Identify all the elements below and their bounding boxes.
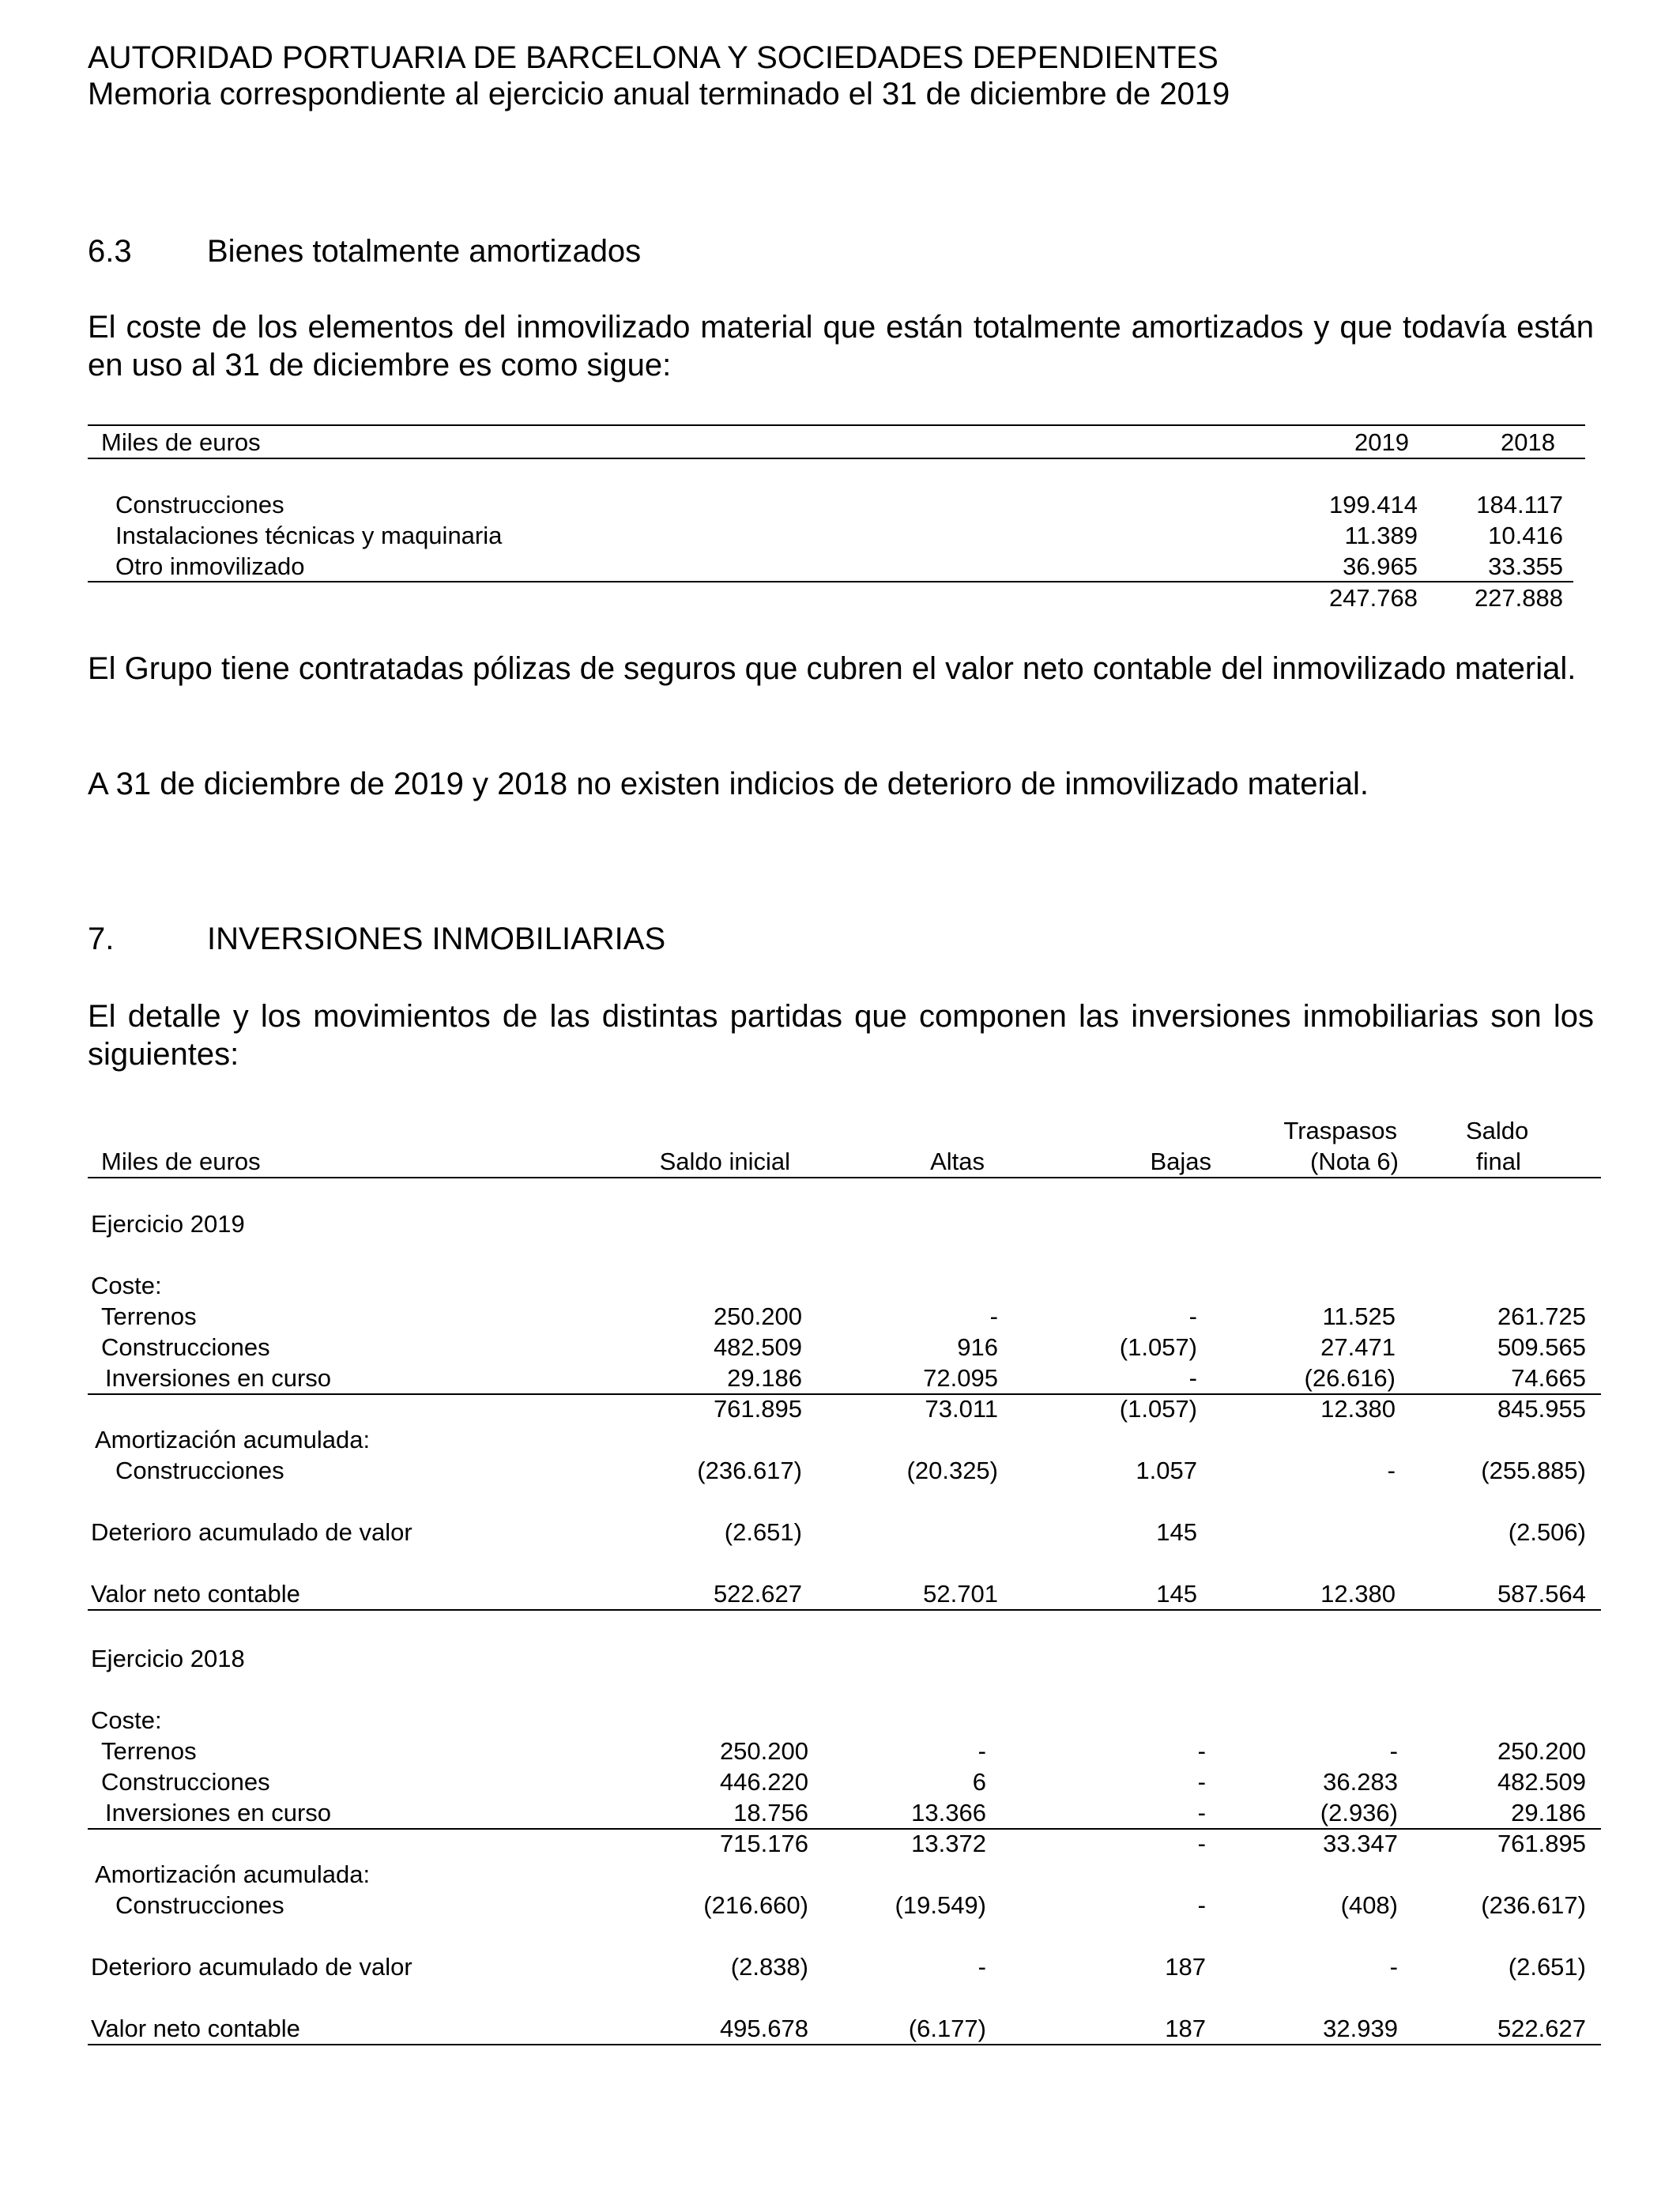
group-label: Coste:	[91, 1706, 162, 1734]
table-cell: -	[1197, 1737, 1206, 1765]
paragraph-impairment: A 31 de diciembre de 2019 y 2018 no existen indicios de deterioro de inmovilizado material.	[88, 767, 1369, 801]
section-number: 7.	[88, 922, 115, 956]
section-number: 6.3	[88, 234, 132, 269]
table-row-label: Deterioro acumulado de valor	[91, 1518, 412, 1546]
table-cell: (236.617)	[1481, 1891, 1586, 1919]
table-row-label: Construcciones	[101, 1333, 270, 1361]
table-cell: -	[1389, 1737, 1398, 1765]
table-cell: 482.509	[1497, 1768, 1586, 1796]
table-cell: 18.756	[733, 1799, 808, 1826]
table-cell: 11.525	[1322, 1302, 1396, 1330]
table-cell: (255.885)	[1481, 1457, 1586, 1484]
table-cell: (19.549)	[895, 1891, 986, 1919]
group-label: Amortización acumulada:	[95, 1860, 371, 1888]
section-title: Bienes totalmente amortizados	[207, 234, 642, 269]
table-row-label: Construcciones	[101, 1768, 270, 1796]
group-label: Amortización acumulada:	[95, 1426, 371, 1453]
table-top-rule	[88, 424, 1585, 426]
table-cell: 27.471	[1320, 1333, 1396, 1361]
table-cell: (6.177)	[908, 2015, 986, 2042]
table-cell: -	[977, 1737, 986, 1765]
document-subtitle: Memoria correspondiente al ejercicio anual terminado el 31 de diciembre de 2019	[88, 77, 1230, 111]
table-cell: 72.095	[923, 1364, 998, 1392]
table-cell: -	[1387, 1457, 1396, 1484]
table-cell: 29.186	[727, 1364, 802, 1392]
table-cell: -	[1188, 1302, 1197, 1330]
table-cell: (236.617)	[697, 1457, 802, 1484]
col-final-header: final	[1476, 1148, 1521, 1175]
table-cell: 261.725	[1497, 1302, 1586, 1330]
table-cell: 522.627	[713, 1580, 802, 1608]
section-intro: El coste de los elementos del inmovilizado material que están totalmente amortizados y que todavía están en uso al 31 de diciembre es como sigue:	[88, 310, 1594, 383]
table-row-label: Inversiones en curso	[105, 1799, 332, 1826]
col-saldo-final-header: Saldo	[1466, 1117, 1529, 1144]
table-cell: -	[989, 1302, 998, 1330]
table-cell: (2.506)	[1508, 1518, 1586, 1546]
year-label: Ejercicio 2019	[91, 1210, 245, 1238]
table-row-label: Terrenos	[101, 1302, 197, 1330]
table-subtotal: 12.380	[1320, 1395, 1396, 1423]
table-cell: (2.838)	[730, 1953, 808, 1981]
table-cell: (1.057)	[1119, 1333, 1197, 1361]
unit-label: Miles de euros	[101, 1148, 261, 1175]
table-cell: 10.416	[1488, 522, 1563, 549]
table-cell: 145	[1156, 1580, 1197, 1608]
table-cell: 587.564	[1497, 1580, 1586, 1608]
table-bottom-rule	[88, 2044, 1601, 2045]
table-row-label: Construcciones	[115, 491, 284, 518]
table-subtotal: 715.176	[719, 1830, 808, 1857]
table-subtotal: 761.895	[713, 1395, 802, 1423]
col-bajas-header: Bajas	[1150, 1148, 1211, 1175]
table-cell: -	[1197, 1799, 1206, 1826]
table-cell: 52.701	[923, 1580, 998, 1608]
col-saldo-inicial-header: Saldo inicial	[659, 1148, 790, 1175]
table-row-label: Construcciones	[115, 1891, 284, 1919]
table-cell: 250.200	[719, 1737, 808, 1765]
table-cell: (2.651)	[1508, 1953, 1586, 1981]
table-cell: 187	[1165, 2015, 1206, 2042]
table-subtotal: (1.057)	[1119, 1395, 1197, 1423]
table-cell: 250.200	[713, 1302, 802, 1330]
table-row-label: Otro inmovilizado	[115, 552, 305, 580]
table-row-label: Valor neto contable	[91, 2015, 300, 2042]
table-cell: (216.660)	[703, 1891, 808, 1919]
table-row-label: Terrenos	[101, 1737, 197, 1765]
table-subtotal: -	[1197, 1830, 1206, 1857]
year-end-rule	[88, 1609, 1601, 1611]
table-cell: 74.665	[1511, 1364, 1586, 1392]
table-cell: 145	[1156, 1518, 1197, 1546]
table-cell: 33.355	[1488, 552, 1563, 580]
table-row-label: Instalaciones técnicas y maquinaria	[115, 522, 503, 549]
table-cell: 36.965	[1343, 552, 1418, 580]
table-cell: 13.366	[911, 1799, 986, 1826]
table-cell: (20.325)	[906, 1457, 998, 1484]
col-traspasos-header: Traspasos	[1283, 1117, 1397, 1144]
table-subtotal: 13.372	[911, 1830, 986, 1857]
header-bottom-rule	[88, 458, 1585, 459]
document-title: AUTORIDAD PORTUARIA DE BARCELONA Y SOCIEDADES DEPENDIENTES	[88, 40, 1219, 75]
table-cell: 32.939	[1323, 2015, 1398, 2042]
table-cell: 29.186	[1511, 1799, 1586, 1826]
table-cell: -	[1197, 1891, 1206, 1919]
table-row-label: Inversiones en curso	[105, 1364, 332, 1392]
table-cell: -	[1188, 1364, 1197, 1392]
table-row-label: Construcciones	[115, 1457, 284, 1484]
table-cell: 1.057	[1136, 1457, 1197, 1484]
col-altas-header: Altas	[930, 1148, 985, 1175]
table-cell: 509.565	[1497, 1333, 1586, 1361]
table-cell: 495.678	[719, 2015, 808, 2042]
table-row-label: Valor neto contable	[91, 1580, 300, 1608]
paragraph-insurance: El Grupo tiene contratadas pólizas de seguros que cubren el valor neto contable del inmovilizado material.	[88, 651, 1576, 686]
table-total: 227.888	[1474, 584, 1563, 612]
table-subtotal: 845.955	[1497, 1395, 1586, 1423]
table-cell: 187	[1165, 1953, 1206, 1981]
table-cell: 522.627	[1497, 2015, 1586, 2042]
table-cell: (2.651)	[724, 1518, 802, 1546]
table-cell: (2.936)	[1320, 1799, 1398, 1826]
table-cell: -	[977, 1953, 986, 1981]
table-subtotal: 761.895	[1497, 1830, 1586, 1857]
table-cell: 250.200	[1497, 1737, 1586, 1765]
group-label: Coste:	[91, 1272, 162, 1299]
year-label: Ejercicio 2018	[91, 1645, 245, 1672]
table-cell: (408)	[1340, 1891, 1398, 1919]
table-cell: 199.414	[1328, 491, 1418, 518]
table-cell: (26.616)	[1304, 1364, 1396, 1392]
total-rule	[88, 581, 1573, 582]
table-cell: 11.389	[1344, 522, 1418, 549]
table-cell: 446.220	[719, 1768, 808, 1796]
section-title: INVERSIONES INMOBILIARIAS	[207, 922, 666, 956]
col-2019-header: 2019	[1354, 428, 1409, 456]
table-cell: -	[1197, 1768, 1206, 1796]
header-bottom-rule	[88, 1177, 1601, 1178]
table-cell: 482.509	[713, 1333, 802, 1361]
table-total: 247.768	[1328, 584, 1418, 612]
table-subtotal: 73.011	[925, 1395, 998, 1423]
table-cell: 184.117	[1476, 491, 1563, 518]
table-cell: 6	[972, 1768, 986, 1796]
unit-label: Miles de euros	[101, 428, 261, 456]
table-cell: -	[1389, 1953, 1398, 1981]
table-cell: 916	[957, 1333, 998, 1361]
section-intro: El detalle y los movimientos de las distintas partidas que componen las inversiones inmobiliarias son los siguientes:	[88, 999, 1594, 1072]
col-2018-header: 2018	[1501, 428, 1555, 456]
table-row-label: Deterioro acumulado de valor	[91, 1953, 412, 1981]
col-nota-header: (Nota 6)	[1310, 1148, 1399, 1175]
table-cell: 36.283	[1323, 1768, 1398, 1796]
table-cell: 12.380	[1320, 1580, 1396, 1608]
table-subtotal: 33.347	[1323, 1830, 1398, 1857]
